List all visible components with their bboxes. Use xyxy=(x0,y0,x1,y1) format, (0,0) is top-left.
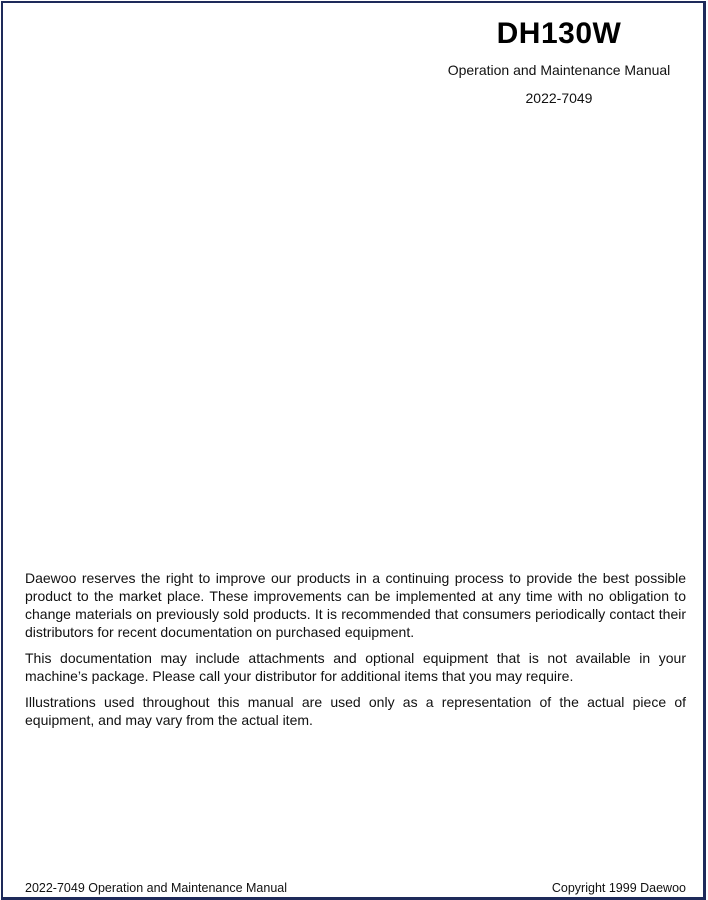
disclaimer-paragraph: Illustrations used throughout this manual are used only as a representation of the actual piece of equipment, and may vary from the actual item. xyxy=(25,694,686,728)
disclaimer-paragraph: Daewoo reserves the right to improve our products in a continuing process to provide the best possible product to the market place. These improvements can be implemented at any time with no obligation to change materials on previously sold products. It is recommended that consumers periodically contact their distributors for recent documentation on purchased equipment. xyxy=(25,570,686,640)
title-block xyxy=(400,14,708,108)
footer-manual-title: 2022-7049 Operation and Maintenance Manual xyxy=(25,881,287,895)
document-number: 2022-7049 xyxy=(525,90,593,106)
manual-subtitle: Operation and Maintenance Manual xyxy=(447,62,671,78)
page-footer xyxy=(25,880,686,896)
page-border xyxy=(1,1,706,900)
model-title: DH130W xyxy=(496,17,622,50)
disclaimer-paragraph: This documentation may include attachments and optional equipment that is not available in your machine’s package. Please call your distributor for additional items that you may require. xyxy=(25,650,686,684)
footer-copyright: Copyright 1999 Daewoo xyxy=(551,881,686,895)
disclaimer-text xyxy=(25,569,686,737)
